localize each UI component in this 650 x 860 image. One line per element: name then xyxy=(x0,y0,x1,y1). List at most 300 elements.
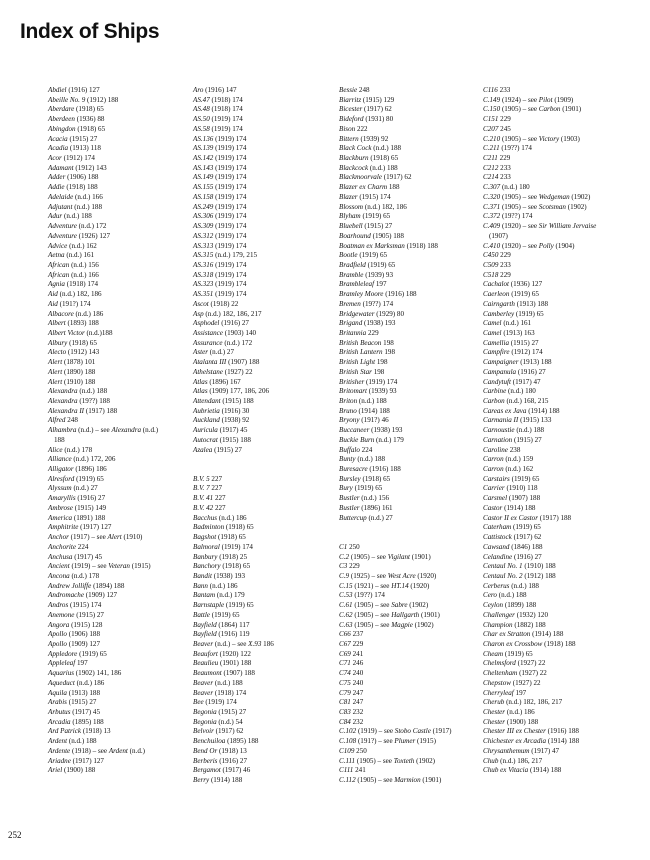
ship-name: Bustler xyxy=(339,494,360,503)
ship-name: Blazer xyxy=(339,192,358,201)
entry-reference: (n.d.) 172, 206 xyxy=(73,455,116,464)
entry-reference: (1919) 65 xyxy=(359,251,388,260)
entry-reference: 250 xyxy=(349,542,360,551)
entry-reference: (1919) 174 xyxy=(215,222,247,231)
entry-reference: (1919) 65 xyxy=(511,474,540,483)
see-reference-ship: Alexandra xyxy=(111,426,142,435)
entry-reference: (1916) 188 xyxy=(547,727,579,736)
entry-reference: (n.d.) – see xyxy=(78,426,112,435)
entry-reference: (1905) – see xyxy=(501,105,539,114)
ship-name: C.211 xyxy=(483,144,500,153)
entry-reference: (n.d.) 161 xyxy=(503,319,532,328)
ship-name: Biarritz xyxy=(339,95,362,104)
index-entry xyxy=(483,523,650,533)
entry-reference: (1919) 174 xyxy=(215,202,247,211)
ship-name: Carnoustie xyxy=(483,426,515,435)
entry-reference: (n.d.) 161 xyxy=(66,251,95,260)
entry-reference: (n.d.) 186 xyxy=(506,708,535,716)
entry-reference: (1917) 46 xyxy=(222,766,251,775)
index-entry xyxy=(193,348,363,358)
entry-reference: (1919) – see xyxy=(71,562,109,571)
entry-reference: (n.d.) 188 xyxy=(214,678,243,687)
see-reference-date: (1902) xyxy=(412,620,434,629)
entry-reference: 198 xyxy=(373,367,385,376)
ship-name: Ceylon xyxy=(483,601,504,610)
ship-name: Ancient xyxy=(48,562,70,571)
entry-reference: (n.d.) 188 xyxy=(68,737,97,746)
entry-reference: 198 xyxy=(376,358,388,367)
see-reference-ship: Plumer xyxy=(394,737,416,746)
ship-name: Candytuft xyxy=(483,377,511,386)
entry-reference: (1910) 118 xyxy=(506,484,538,493)
index-entry xyxy=(483,183,650,193)
index-entry xyxy=(483,533,650,543)
entry-reference: (1913) 118 xyxy=(69,144,101,153)
entry-reference: (1905) – see xyxy=(357,776,395,785)
ship-name: Beaver xyxy=(193,688,214,697)
entry-reference: (191?) – see xyxy=(357,737,395,746)
see-reference-date: (1902) xyxy=(407,601,429,610)
entry-reference: (1916) 27 xyxy=(77,494,106,503)
index-entry xyxy=(193,669,363,679)
entry-reference: (1924) – see xyxy=(501,95,539,104)
ship-name: Blazer ex Charm xyxy=(339,183,388,192)
entry-reference: 229 xyxy=(352,639,364,648)
ship-name: C.149 xyxy=(483,95,501,104)
index-entry xyxy=(193,640,363,650)
entry-reference: (1927) 22 xyxy=(517,659,546,668)
ship-name: African xyxy=(48,260,70,269)
ship-name: Aid xyxy=(48,290,58,299)
entry-reference: (1913) 188 xyxy=(520,358,552,367)
ship-name: Alecto xyxy=(48,348,67,357)
ship-name: Cherryleaf xyxy=(483,688,514,697)
entry-reference: (1905) – see xyxy=(501,134,539,143)
entry-reference: 237 xyxy=(352,630,364,639)
entry-reference: (1916) 188 xyxy=(385,290,417,299)
index-section-gap xyxy=(193,465,363,475)
ship-name: Celandine xyxy=(483,552,513,561)
ship-name: Chester xyxy=(483,717,506,726)
entry-reference: 232 xyxy=(352,717,364,726)
entry-reference: (1921) – see xyxy=(354,581,392,590)
ship-name: AS.313 xyxy=(193,241,214,250)
entry-reference: (1916) 119 xyxy=(218,630,250,639)
ship-name: Castor II ex Castor xyxy=(483,513,538,522)
entry-reference: (n.d.) 172 xyxy=(78,222,107,231)
entry-reference: (1916) 27 xyxy=(517,367,546,376)
ship-name: Aqueduct xyxy=(48,678,75,687)
ship-name: AS.47 xyxy=(193,95,210,104)
entry-reference: (1910) 188 xyxy=(63,377,96,386)
entry-reference: 197 xyxy=(515,688,527,697)
see-reference-ship: Toxteth xyxy=(393,756,415,765)
ship-name: Blyham xyxy=(339,212,361,221)
entry-reference: 229 xyxy=(349,562,360,571)
entry-reference: (n.d.) 178 xyxy=(64,445,93,454)
ship-name: Begonia xyxy=(193,717,217,726)
index-entry xyxy=(193,484,363,494)
ship-name: British Beacon xyxy=(339,338,382,347)
see-reference-date: (1902) xyxy=(414,756,436,765)
see-reference-date: (1909) xyxy=(552,95,574,104)
entry-reference: (n.d.) 182, 186 xyxy=(364,202,407,211)
ship-name: Alfred xyxy=(48,416,66,425)
ship-name: B.V. 5 xyxy=(193,474,210,483)
ship-name: British Star xyxy=(339,367,372,376)
ship-name: C84 xyxy=(339,717,351,726)
entry-reference: (n.d.) 188 xyxy=(63,212,92,221)
entry-reference: (1914) 188 xyxy=(358,406,390,415)
entry-reference: 247 xyxy=(352,688,364,697)
entry-reference: (1915) 27 xyxy=(510,338,539,347)
index-entry xyxy=(193,601,363,611)
ship-name: Balmoral xyxy=(193,542,220,551)
ship-name: Adelaide xyxy=(48,192,74,201)
ship-name: Cachalot xyxy=(483,280,510,289)
entry-reference: (1913) 188 xyxy=(516,299,549,308)
entry-reference: (1938) 193 xyxy=(364,319,396,328)
see-reference-date: (1901) xyxy=(419,610,440,619)
entry-reference: 233 xyxy=(500,173,511,182)
ship-name: Adder xyxy=(48,173,66,182)
entry-reference: (1919) 65 xyxy=(79,649,107,658)
index-entry xyxy=(193,358,363,368)
entry-reference: (1917) 62 xyxy=(513,533,542,542)
entry-reference: (1916) 27 xyxy=(219,756,247,765)
ship-name: Caroline xyxy=(483,445,508,454)
index-entry xyxy=(483,290,650,300)
index-entry xyxy=(193,397,363,407)
ship-name: Amaryllis xyxy=(48,494,76,503)
entry-reference: (1919) 174 xyxy=(215,231,247,240)
ship-name: C.150 xyxy=(483,105,501,114)
ship-name: Ardente xyxy=(48,746,71,755)
entry-reference: (n.d.) 188 xyxy=(373,144,402,153)
index-entry xyxy=(483,689,650,699)
ship-name: Carsmel xyxy=(483,494,508,503)
index-entry xyxy=(483,407,650,417)
index-entry xyxy=(193,144,363,154)
ship-name: Alexandra xyxy=(48,387,78,396)
entry-reference: (1919) 174 xyxy=(215,134,247,143)
index-entry xyxy=(483,621,650,631)
entry-reference: (n.d.) 168, 215 xyxy=(506,397,549,405)
ship-name: C66 xyxy=(339,630,351,639)
ship-name: Albert xyxy=(48,319,66,328)
ship-name: Aberdare xyxy=(48,105,75,114)
ship-name: C211 xyxy=(483,154,498,163)
ship-name: Auricula xyxy=(193,426,218,435)
index-column-4 xyxy=(483,86,650,776)
ship-name: Autocrat xyxy=(193,435,218,444)
index-entry xyxy=(193,543,363,553)
entry-reference: (n.d.) 186 xyxy=(76,678,105,687)
ship-name: C.112 xyxy=(339,776,356,785)
entry-reference: (1914) 188 xyxy=(532,630,564,639)
ship-name: Caerleon xyxy=(483,290,510,299)
ship-name: Beaufort xyxy=(193,649,218,658)
ship-name: C.62 xyxy=(339,610,353,619)
ship-name: C.307 xyxy=(483,183,501,192)
entry-reference: (n.d.) 182, 186, 217 xyxy=(205,309,262,318)
entry-reference: (n.d.) 188 xyxy=(74,202,102,211)
entry-reference: (1919) 174 xyxy=(205,698,237,707)
ship-name: Bootle xyxy=(339,251,358,260)
ship-name: Carnation xyxy=(483,435,513,444)
index-entry xyxy=(483,465,650,475)
entry-reference: 250 xyxy=(356,746,367,755)
index-entry xyxy=(193,572,363,582)
ship-name: Abeille No. 9 xyxy=(48,95,86,104)
index-entry xyxy=(483,300,650,310)
index-entry xyxy=(483,261,650,271)
entry-reference: (1907) 188 xyxy=(508,494,541,503)
entry-reference: (1896) 186 xyxy=(75,465,107,474)
ship-name: AS.155 xyxy=(193,183,214,192)
index-entry xyxy=(193,135,363,145)
entry-reference: (1918) 65 xyxy=(69,338,97,347)
ship-name: C.53 xyxy=(339,591,353,600)
ship-name: Briton xyxy=(339,397,358,405)
see-reference-ship: Wedgeman xyxy=(538,192,570,201)
entry-reference: 245 xyxy=(500,124,511,133)
index-entry xyxy=(193,621,363,631)
entry-reference: (1927) 22 xyxy=(519,669,547,678)
entry-reference: (1919) 174 xyxy=(215,270,247,279)
entry-reference: 232 xyxy=(352,708,364,716)
ship-name: Alhambra xyxy=(48,426,77,435)
ship-name: Adjutant xyxy=(48,202,73,211)
index-entry xyxy=(483,203,650,213)
index-entry xyxy=(193,514,363,524)
entry-reference: (n.d.) 166 xyxy=(75,192,103,201)
ship-name: Cheltenham xyxy=(483,669,518,678)
ship-name: Carstairs xyxy=(483,474,510,483)
index-entry xyxy=(193,290,363,300)
index-entry xyxy=(483,378,650,388)
entry-reference: (n.d.) 186 xyxy=(75,309,104,318)
index-entry xyxy=(193,494,363,504)
ship-name: C.15 xyxy=(339,581,353,590)
ship-name: Bagshot xyxy=(193,533,217,542)
entry-reference: (1918) 65 xyxy=(362,474,391,483)
ship-name: Bittern xyxy=(339,134,359,143)
ship-name: AS.309 xyxy=(193,222,214,231)
ship-name: AS.48 xyxy=(193,105,210,114)
ship-name: Battle xyxy=(193,610,210,619)
entry-reference: (1919) 174 xyxy=(215,154,247,163)
entry-reference: (n.d.) 27 xyxy=(368,513,393,522)
index-entry xyxy=(483,650,650,660)
ship-name: Aquarius xyxy=(48,669,75,678)
ship-name: Camberley xyxy=(483,309,515,318)
entry-reference: (191?) 46 xyxy=(361,416,389,425)
see-reference-ship: HT.14 xyxy=(391,581,409,590)
index-entry xyxy=(483,737,650,747)
entry-reference: (1919) 174 xyxy=(211,115,243,124)
index-entry xyxy=(193,416,363,426)
ship-name: Centaul No. 1 xyxy=(483,562,523,571)
see-reference-ship: Veteran xyxy=(108,562,130,571)
index-entry xyxy=(483,591,650,601)
entry-reference: (1918) 65 xyxy=(218,533,246,542)
see-reference-date: (1904) xyxy=(553,241,575,250)
ship-name: Assistance xyxy=(193,328,223,337)
index-entry xyxy=(483,708,650,718)
index-entry xyxy=(483,251,650,261)
ship-name: C518 xyxy=(483,270,499,279)
entry-reference: (1936) 127 xyxy=(510,280,543,289)
see-reference-ship: Polly xyxy=(538,241,554,250)
ship-name: Aster xyxy=(193,348,208,357)
see-reference-ship: Alert xyxy=(107,533,122,542)
ship-name: Begonia xyxy=(193,708,217,716)
index-entry xyxy=(483,426,650,436)
ship-name: Bee xyxy=(193,698,204,707)
entry-reference: (1918) 25 xyxy=(219,552,247,561)
ship-name: Bridgewater xyxy=(339,309,375,318)
entry-reference: 222 xyxy=(356,124,368,133)
index-entry xyxy=(193,689,363,699)
index-entry xyxy=(193,203,363,213)
ship-name: Camel xyxy=(483,328,502,337)
ship-name: C109 xyxy=(339,746,355,755)
index-entry xyxy=(483,514,650,524)
entry-reference: (n.d.) 27 xyxy=(73,484,98,493)
entry-reference: (1919) 174 xyxy=(215,173,247,182)
ship-name: C.409 xyxy=(483,222,501,231)
ship-name: Adventure xyxy=(48,222,77,231)
entry-reference: (1909) 127 xyxy=(85,591,118,600)
ship-name: Bergamot xyxy=(193,766,221,775)
ship-name: AS.142 xyxy=(193,154,214,163)
index-entry xyxy=(193,212,363,222)
entry-reference: (n.d.) 156 xyxy=(71,260,99,269)
index-entry xyxy=(483,135,650,145)
ship-name: Brambleleaf xyxy=(339,280,375,289)
index-entry xyxy=(193,154,363,164)
ship-name: Alexandra xyxy=(48,397,78,405)
index-entry xyxy=(193,193,363,203)
index-entry xyxy=(193,591,363,601)
ship-name: Bradfield xyxy=(339,260,366,269)
ship-name: Carbon xyxy=(483,397,505,405)
entry-reference: 229 xyxy=(500,270,511,279)
ship-name: Appledore xyxy=(48,649,78,658)
index-entry xyxy=(483,572,650,582)
ship-name: C81 xyxy=(339,698,351,707)
ship-name: Ardent xyxy=(48,737,68,746)
index-entry xyxy=(193,436,363,446)
entry-reference: 224 xyxy=(77,542,89,551)
index-entry xyxy=(483,698,650,708)
entry-reference: (1918) 65 xyxy=(225,523,254,532)
see-reference-ship: Sabre xyxy=(391,601,408,610)
ship-name: C.111 xyxy=(339,756,356,765)
entry-reference: (1914) 188 xyxy=(528,406,560,415)
index-entry xyxy=(483,96,650,106)
ship-name: AS.351 xyxy=(193,290,214,299)
index-entry xyxy=(483,504,650,514)
entry-reference: (n.d.) 156 xyxy=(361,494,390,503)
entry-reference: 240 xyxy=(352,669,364,678)
entry-reference: (1936) 88 xyxy=(76,115,105,124)
index-entry xyxy=(483,630,650,640)
index-entry xyxy=(483,125,650,135)
entry-reference: (1932) 120 xyxy=(516,610,549,619)
entry-reference: 233 xyxy=(500,163,511,172)
index-entry xyxy=(193,251,363,261)
ship-name: Bacchus xyxy=(193,513,218,522)
ship-name: Belvoir xyxy=(193,727,214,736)
entry-reference: (n.d.) 182, 186 xyxy=(59,290,102,299)
index-entry xyxy=(483,562,650,572)
index-entry xyxy=(193,504,363,514)
index-entry xyxy=(193,533,363,543)
see-reference-date: (1917) xyxy=(430,727,452,736)
entry-reference: 247 xyxy=(352,698,364,707)
ship-name: B.V. 7 xyxy=(193,484,210,493)
ship-name: Asphodel xyxy=(193,319,220,328)
entry-reference: (n.d.) 188 xyxy=(357,455,386,464)
ship-name: C.320 xyxy=(483,192,501,201)
entry-reference: (1919) 174 xyxy=(221,542,253,551)
entry-reference: (n.d.) 179, 215 xyxy=(215,251,258,260)
index-entry xyxy=(193,757,363,767)
ship-name: Albacore xyxy=(48,309,74,318)
ship-name: Bicester xyxy=(339,105,363,114)
index-entry xyxy=(483,601,650,611)
index-entry xyxy=(193,708,363,718)
entry-reference: (1915) 27 xyxy=(364,222,393,231)
entry-reference: (1927) 22 xyxy=(224,367,253,376)
entry-reference: (1917) 45 xyxy=(219,426,248,435)
entry-reference: (1909) 127 xyxy=(68,639,101,648)
ship-name: Chelmsford xyxy=(483,659,516,668)
index-entry xyxy=(193,446,363,456)
entry-reference: (1920) – see xyxy=(501,222,539,231)
entry-reference: (1913) 188 xyxy=(68,688,101,697)
ship-name: Carrier xyxy=(483,484,505,493)
entry-reference: (1918) 65 xyxy=(222,562,251,571)
see-reference-date: (1901) xyxy=(560,105,582,114)
ship-name: Camel xyxy=(483,319,502,328)
ship-name: Acor xyxy=(48,154,62,163)
index-entry xyxy=(193,339,363,349)
entry-reference: 227 xyxy=(214,494,226,503)
ship-name: Bandit xyxy=(193,571,212,580)
entry-reference: (1917) 188 xyxy=(85,406,118,415)
entry-reference: 197 xyxy=(375,280,387,289)
entry-reference: (1919) 65 xyxy=(367,260,396,269)
entry-reference: (n.d.) 172 xyxy=(224,338,253,347)
entry-reference: (1916) 188 xyxy=(369,465,401,474)
index-entry xyxy=(483,339,650,349)
ship-name: Assurance xyxy=(193,338,223,347)
entry-reference: (1919) 65 xyxy=(225,601,254,610)
ship-name: Ascot xyxy=(193,299,209,308)
entry-reference: (1919) 174 xyxy=(215,260,247,269)
entry-reference: (1915) 27 xyxy=(69,134,98,143)
ship-name: C.9 xyxy=(339,571,350,580)
index-entry xyxy=(483,222,650,232)
ship-name: Camellia xyxy=(483,338,510,347)
entry-reference: 229 xyxy=(500,115,511,124)
entry-reference: 227 xyxy=(211,474,223,483)
ship-name: Bend Or xyxy=(193,746,218,755)
ship-name: Chrysanthemum xyxy=(483,746,530,755)
